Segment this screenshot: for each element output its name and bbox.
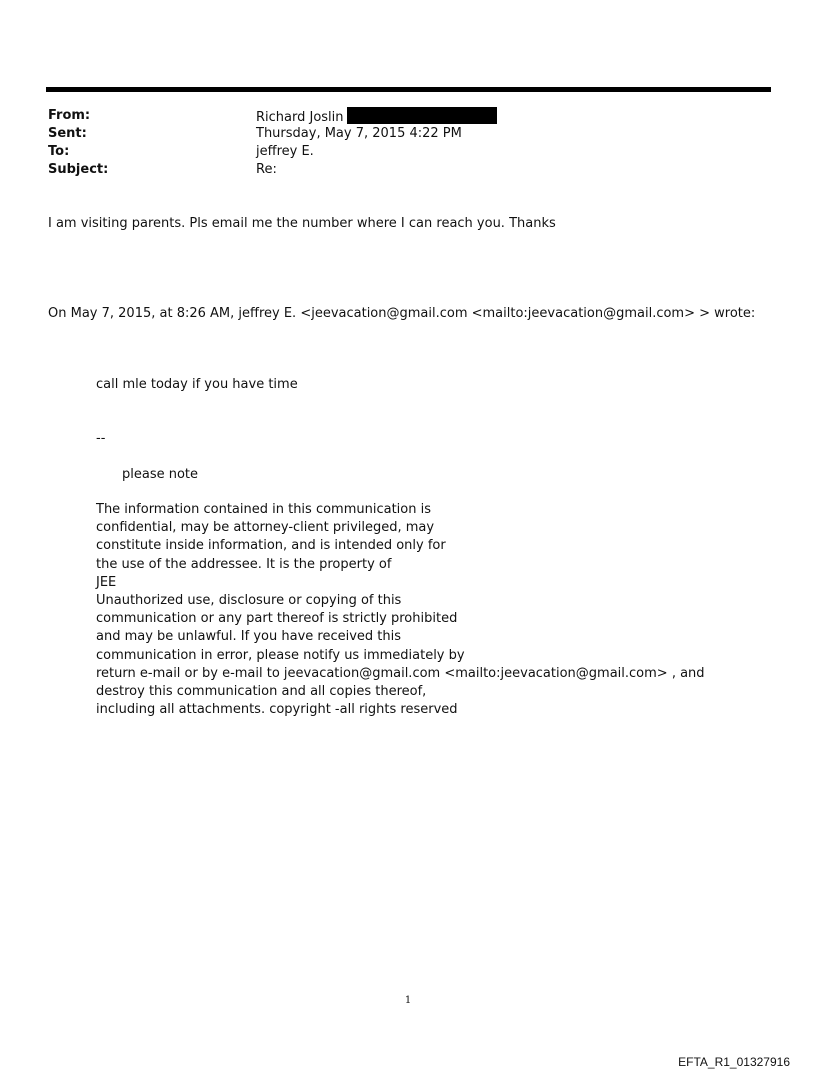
signature-separator: -- bbox=[96, 431, 106, 446]
quote-intro: On May 7, 2015, at 8:26 AM, jeffrey E. <jeevacation@gmail.com <mailto:jeevacation@gmail.com> > wrote: bbox=[48, 306, 756, 321]
sent-label: Sent: bbox=[48, 126, 87, 141]
disclaimer-line: the use of the addressee. It is the property of bbox=[96, 556, 392, 572]
note-heading: please note bbox=[122, 467, 199, 482]
disclaimer-line: communication or any part thereof is strictly prohibited bbox=[96, 611, 458, 627]
disclaimer-line: Unauthorized use, disclosure or copying of this bbox=[96, 593, 402, 609]
disclaimer-line: including all attachments. copyright -all rights reserved bbox=[96, 702, 458, 718]
page-number: 1 bbox=[404, 995, 412, 1006]
from-label: From: bbox=[48, 108, 91, 123]
message-text: I am visiting parents. Pls email me the number where I can reach you. Thanks bbox=[48, 216, 556, 231]
subject-value: Re: bbox=[256, 162, 277, 177]
subject-label: Subject: bbox=[48, 162, 109, 177]
disclaimer-line: confidential, may be attorney-client privileged, may bbox=[96, 520, 435, 536]
disclaimer-line: return e-mail or by e-mail to jeevacation@gmail.com <mailto:jeevacation@gmail.com> , and bbox=[96, 665, 705, 681]
sender-name: Richard Joslin bbox=[256, 110, 344, 125]
disclaimer-line: constitute inside information, and is intended only for bbox=[96, 538, 446, 554]
disclaimer-block bbox=[96, 501, 705, 719]
disclaimer-line: The information contained in this communication is bbox=[96, 502, 431, 517]
redaction-box bbox=[347, 107, 497, 124]
sent-value: Thursday, May 7, 2015 4:22 PM bbox=[256, 126, 462, 141]
header-rule bbox=[46, 87, 771, 92]
disclaimer-line: communication in error, please notify us immediately by bbox=[96, 647, 465, 663]
disclaimer-line: JEE bbox=[96, 574, 117, 590]
to-label: To: bbox=[48, 144, 70, 159]
from-value bbox=[256, 107, 497, 127]
disclaimer-line: destroy this communication and all copies thereof, bbox=[96, 684, 427, 700]
to-value: jeffrey E. bbox=[256, 144, 314, 159]
document-id: EFTA_R1_01327916 bbox=[678, 1055, 790, 1069]
disclaimer-line: and may be unlawful. If you have received this bbox=[96, 629, 402, 645]
quoted-message: call mle today if you have time bbox=[96, 377, 298, 392]
